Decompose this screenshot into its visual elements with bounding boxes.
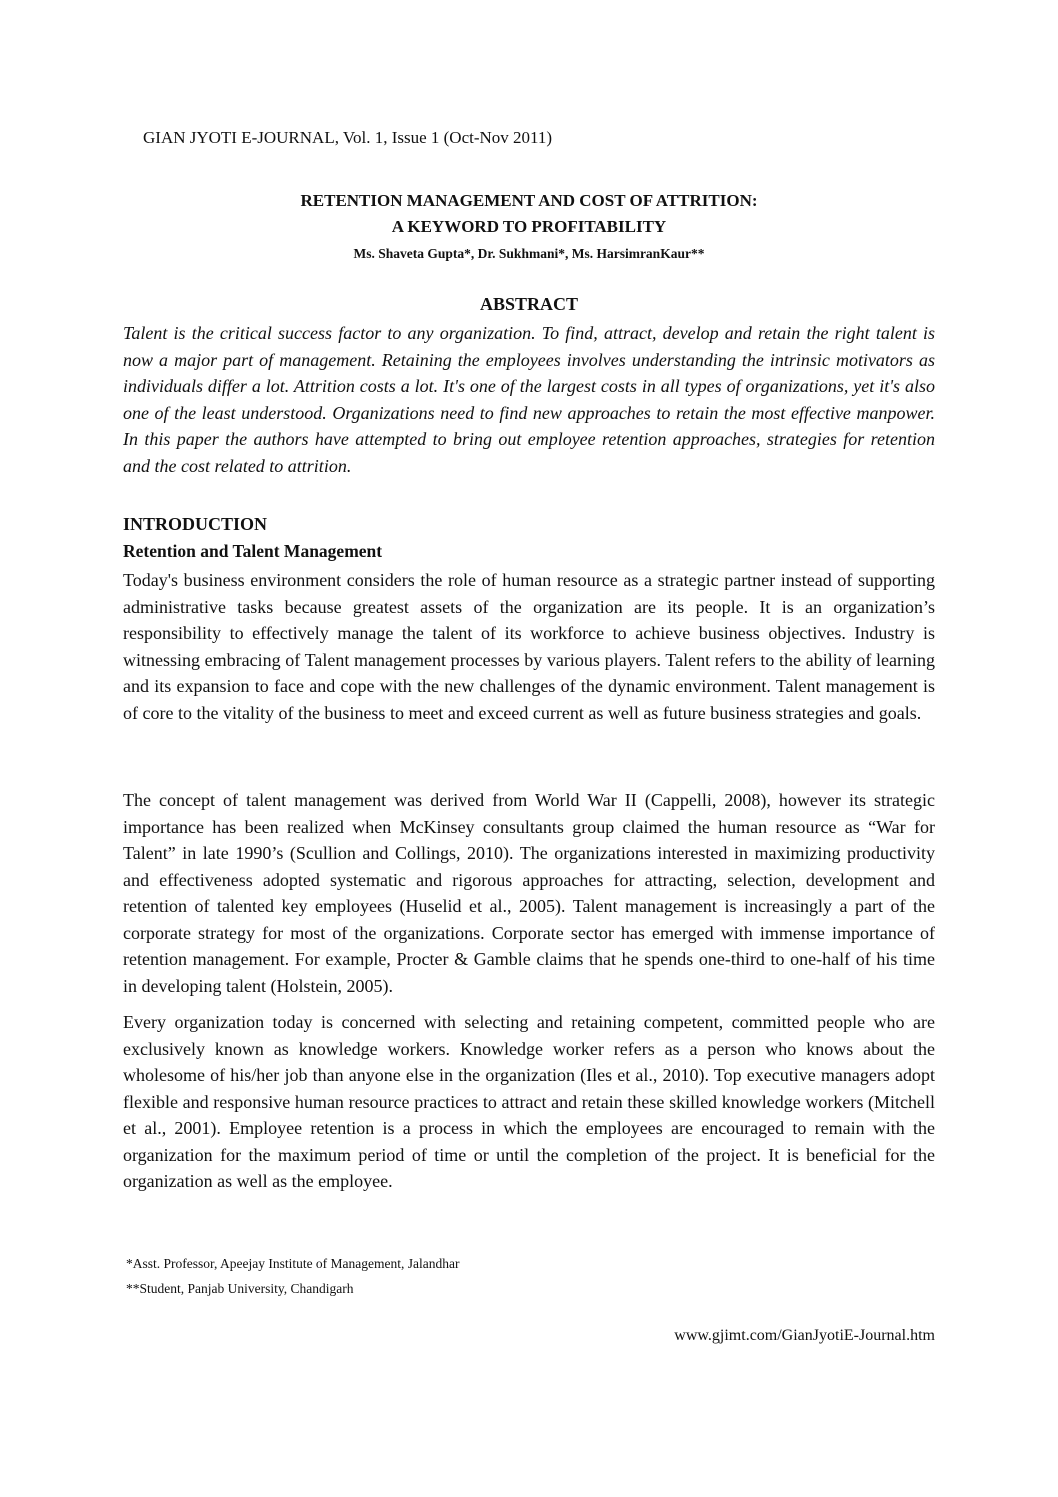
footer-url: www.gjimt.com/GianJyotiE-Journal.htm bbox=[674, 1327, 935, 1344]
paper-title-line-2: A KEYWORD TO PROFITABILITY bbox=[391, 217, 667, 236]
footnote: **Student, Panjab University, Chandigarh bbox=[126, 1281, 354, 1296]
journal-header: GIAN JYOTI E-JOURNAL, Vol. 1, Issue 1 (Oct-Nov 2011) bbox=[143, 128, 553, 147]
authors: Ms. Shaveta Gupta*, Dr. Sukhmani*, Ms. HarsimranKaur** bbox=[353, 246, 705, 261]
body-paragraph: Every organization today is concerned with selecting and retaining competent, committed people who are exclusively known as knowledge workers. Knowledge worker refers as a person who knows about the wholesome of his/her job than anyone else in the organization (Iles et al., 2010). Top executive managers adopt flexible and responsive human resource practices to attract and retain these skilled knowledge workers (Mitchell et al., 2001). Employee retention is a process in which the employees are encouraged to remain with the organization for the maximum period of time or until the completion of the project. It is beneficial for the organization as well as the employee. bbox=[123, 1012, 935, 1191]
body-paragraph: The concept of talent management was derived from World War II (Cappelli, 2008), however its strategic importance has been realized when McKinsey consultants group claimed the human resource as “War for Talent” in late 1990’s (Scullion and Collings, 2010). The organizations interested in maximizing productivity and effectiveness adopted systematic and rigorous approaches for attracting, selection, development and retention of talented key employees (Huselid et al., 2005). Talent management is increasingly a part of the corporate strategy for most of the organizations. Corporate sector has emerged with immense importance of retention management. For example, Procter & Gamble claims that he spends one-third to one-half of his time in developing talent (Holstein, 2005). bbox=[123, 790, 935, 996]
footnote: *Asst. Professor, Apeejay Institute of Management, Jalandhar bbox=[126, 1256, 460, 1271]
body-paragraph: Today's business environment considers the role of human resource as a strategic partner instead of supporting administrative tasks because greatest assets of the organization are its people. It is an organization’s responsibility to effectively manage the talent of its workforce to achieve business objectives. Industry is witnessing embracing of Talent management processes by various players. Talent refers to the ability of learning and its expansion to face and cope with the new challenges of the dynamic environment. Talent management is of core to the vitality of the business to meet and exceed current as well as future business strategies and goals. bbox=[123, 570, 935, 723]
abstract-text: Talent is the critical success factor to any organization. To find, attract, develop and retain the right talent is now a major part of management. Retaining the employees involves understanding the intrinsic motivators as individuals differ a lot. Attrition costs a lot. It's one of the largest costs in all types of organizations, yet it's also one of the least understood. Organizations need to find new approaches to retain the most effective manpower. In this paper the authors have attempted to bring out employee retention approaches, strategies for retention and the cost related to attrition. bbox=[123, 323, 935, 476]
paper-title-line-1: RETENTION MANAGEMENT AND COST OF ATTRITION: bbox=[300, 191, 758, 210]
abstract-heading: ABSTRACT bbox=[479, 294, 579, 314]
introduction-heading: INTRODUCTION bbox=[123, 514, 268, 534]
section-subheading: Retention and Talent Management bbox=[123, 541, 383, 561]
